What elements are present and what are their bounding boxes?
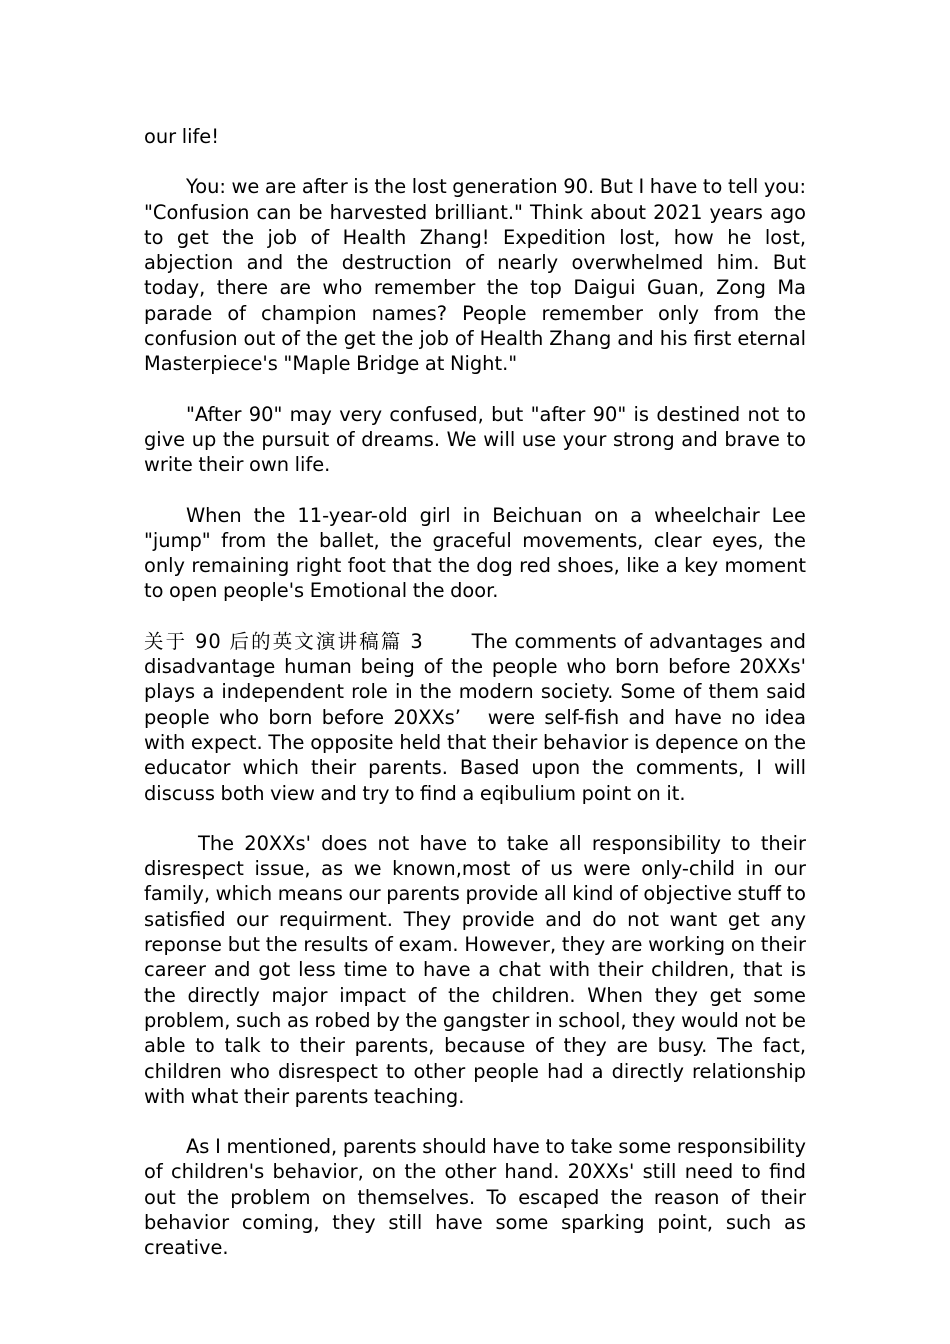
section-heading: 关于 90 后的英文演讲稿篇 3 [144, 629, 424, 653]
section-3-text: The comments of advantages and disadvantage human being of the people who born before 20XXs' plays a independent role in the modern society. Some of them said people who born before 20XXs’ were self-fish and have no idea with expect. The opposite held that their behavior is depence on the educator which their parents. Based upon the comments, I will discuss both view and try to find a eqibulium point on it. [144, 629, 806, 805]
paragraph-lost-generation: You: we are after is the lost generation 90. But I have to tell you: "Confusion can be harvested brilliant." Think about 2021 years ago to get the job of Health Zhang! Expedition lost, how he lost, abjection and the destruction of nearly overwhelmed him. But today, there are who remember the top Daigui Guan, Zong Ma parade of champion names? People remember only from the confusion out of the get the job of Health Zhang and his first eternal Masterpiece's "Maple Bridge at Night." [144, 175, 806, 376]
paragraph-section-3 [144, 629, 806, 806]
paragraph-conclusion: As I mentioned, parents should have to take some responsibility of children's behavior, on the other hand. 20XXs' still need to find out the problem on themselves. To escaped the reason of their behavior coming, they still have some sparking point, such as creative. [144, 1135, 806, 1260]
paragraph-after-90: "After 90" may very confused, but "after 90" is destined not to give up the pursuit of dreams. We will use your strong and brave to write their own life. [144, 402, 806, 477]
paragraph-continuation: our life! [144, 125, 219, 148]
paragraph-beichuan-girl: When the 11-year-old girl in Beichuan on a wheelchair Lee "jump" from the ballet, the graceful movements, clear eyes, the only remaining right foot that the dog red shoes, like a key moment to open people's Emotional the door. [144, 503, 806, 603]
body-text [144, 124, 806, 1286]
paragraph-responsibility: The 20XXs' does not have to take all responsibility to their disrespect issue, as we known,most of us were only-child in our family, which means our parents provide all kind of objective stuff to satisfied our requirment. They provide and do not want get any reponse but the results of exam. However, they are working on their career and got less time to have a chat with their children, that is the directly major impact of the children. When they get some problem, such as robed by the gangster in school, they would not be able to talk to their parents, because of they are busy. The fact, children who disrespect to other people had a directly relationship with what their parents teaching. [144, 831, 806, 1108]
